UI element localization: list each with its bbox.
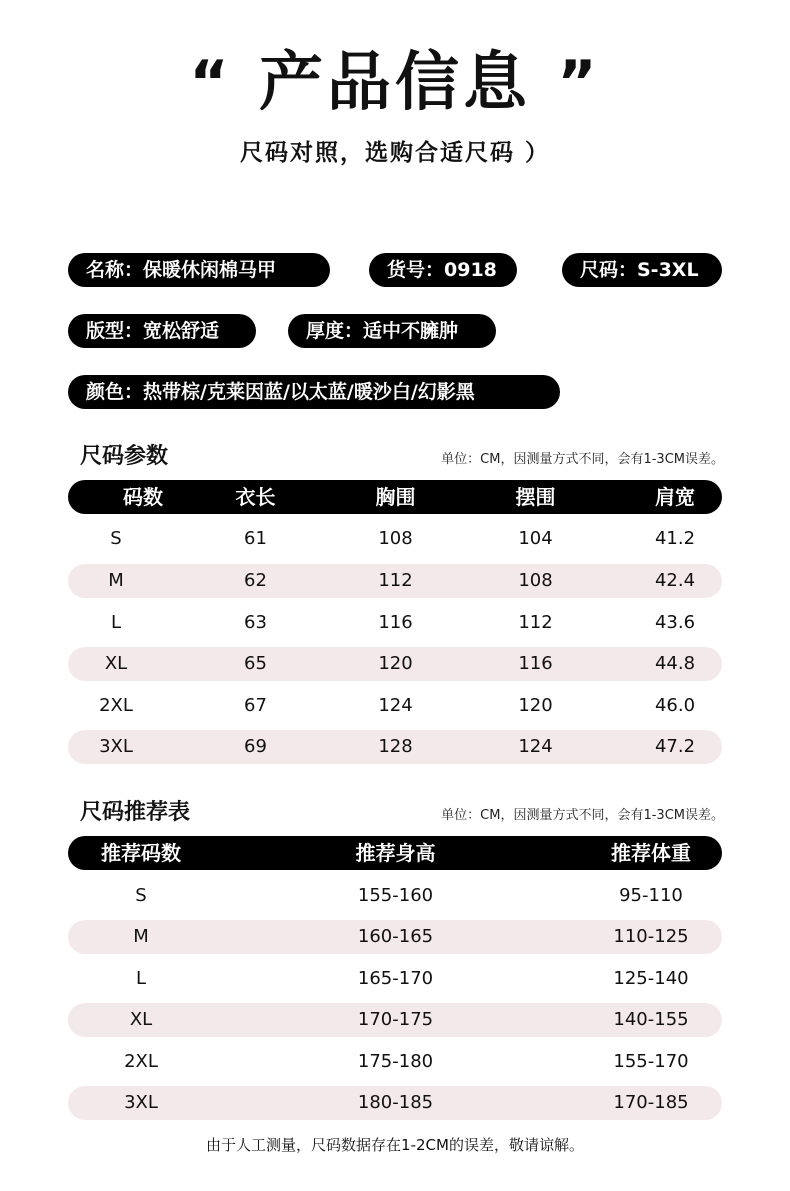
table-cell: XL: [129, 1009, 153, 1030]
table-cell: 120: [518, 695, 553, 716]
size-params-unit-note: 单位：CM，因测量方式不同，会有1-3CM误差。: [441, 452, 724, 467]
table-cell: 140-155: [613, 1009, 689, 1030]
table-cell: 116: [378, 612, 413, 633]
header-cell: 推荐体重: [611, 841, 691, 865]
header-cell: 肩宽: [655, 485, 695, 509]
table-cell: 108: [378, 528, 413, 549]
table-row: [68, 1003, 722, 1037]
pill-name: 名称：保暖休闲棉马甲: [68, 253, 330, 287]
table-row: [68, 1086, 722, 1120]
table-cell: 67: [244, 695, 267, 716]
table-cell: 2XL: [99, 695, 133, 716]
table-row: [68, 920, 722, 954]
table-cell: 170-185: [613, 1092, 689, 1113]
table-cell: M: [108, 570, 124, 591]
pill-thickness: 厚度：适中不臃肿: [288, 314, 496, 348]
header-cell: 胸围: [375, 485, 416, 509]
pill-colors: 颜色：热带棕/克莱因蓝/以太蓝/暖沙白/幻影黑: [68, 375, 560, 409]
table-cell: 108: [518, 570, 553, 591]
table-row: [68, 647, 722, 681]
table-cell: S: [135, 885, 147, 906]
table-cell: 47.2: [654, 736, 696, 757]
table-cell: 120: [378, 653, 413, 674]
table-row: [68, 730, 722, 764]
size-params-title: 尺码参数: [80, 444, 169, 469]
table-cell: 3XL: [124, 1092, 158, 1113]
table-row: [68, 522, 722, 556]
table-cell: 125-140: [613, 968, 689, 989]
table-cell: 112: [518, 612, 553, 633]
table-cell: 170-175: [357, 1009, 434, 1030]
table-cell: 3XL: [99, 736, 133, 757]
page-title: [0, 38, 790, 128]
table-cell: 62: [244, 570, 267, 591]
quote-close: ”: [557, 48, 601, 118]
table-cell: 63: [244, 612, 267, 633]
pill-size: 尺码：S-3XL: [562, 253, 722, 287]
table-cell: 110-125: [613, 926, 689, 947]
table-cell: M: [133, 926, 149, 947]
table-cell: 116: [518, 653, 553, 674]
table-row: [68, 689, 722, 723]
header-cell: 推荐码数: [101, 841, 181, 865]
size-recommend-unit-note: 单位：CM，因测量方式不同，会有1-3CM误差。: [441, 808, 724, 823]
header-cell: 衣长: [235, 485, 276, 509]
table-row: [68, 879, 722, 913]
table-row: [68, 564, 722, 598]
table-cell: 160-165: [357, 926, 434, 947]
table-cell: 175-180: [357, 1051, 434, 1072]
pill-fit: 版型：宽松舒适: [68, 314, 256, 348]
table-cell: 112: [378, 570, 413, 591]
size-params-header: [68, 480, 722, 514]
page-subtitle: 尺码对照，选购合适尺码 ）: [239, 140, 550, 166]
table-cell: 180-185: [357, 1092, 434, 1113]
table-row: [68, 606, 722, 640]
size-recommend-title: 尺码推荐表: [80, 800, 191, 825]
table-cell: 155-160: [357, 885, 434, 906]
table-cell: 104: [518, 528, 553, 549]
table-cell: 69: [244, 736, 267, 757]
table-row: [68, 962, 722, 996]
table-cell: 165-170: [357, 968, 434, 989]
table-row: [68, 1045, 722, 1079]
footer-note: 由于人工测量，尺码数据存在1-2CM的误差，敬请谅解。: [206, 1136, 584, 1154]
table-cell: S: [110, 528, 122, 549]
table-cell: XL: [104, 653, 128, 674]
table-cell: 65: [244, 653, 267, 674]
table-cell: 43.6: [654, 612, 696, 633]
table-cell: 95-110: [619, 885, 683, 906]
pill-item-no: 货号：0918: [369, 253, 517, 287]
header-cell: 摆围: [515, 485, 556, 509]
table-cell: 44.8: [654, 653, 696, 674]
table-cell: 124: [378, 695, 413, 716]
table-cell: 124: [518, 736, 553, 757]
table-cell: 128: [378, 736, 413, 757]
title-text: 产品信息: [259, 46, 531, 120]
table-cell: 155-170: [613, 1051, 689, 1072]
table-cell: 41.2: [654, 528, 696, 549]
table-cell: 46.0: [654, 695, 696, 716]
table-cell: 2XL: [124, 1051, 158, 1072]
size-recommend-header: [68, 836, 722, 870]
header-cell: 码数: [123, 485, 163, 509]
quote-open: “: [189, 48, 233, 118]
table-cell: L: [110, 612, 122, 633]
table-cell: 61: [244, 528, 267, 549]
header-cell: 推荐身高: [355, 841, 436, 865]
table-cell: 42.4: [654, 570, 696, 591]
table-cell: L: [135, 968, 147, 989]
